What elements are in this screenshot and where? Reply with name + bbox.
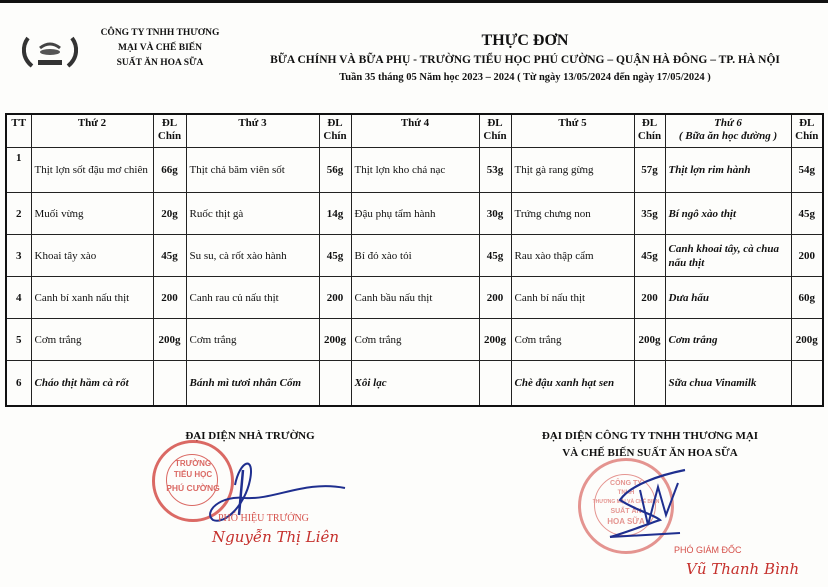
school-stamp-line-2: TIỂU HỌC [173, 470, 213, 479]
company-signature-title-line-2: VÀ CHẾ BIẾN SUẤT ĂN HOA SỮA [562, 447, 738, 459]
row-number: 1 [6, 148, 31, 193]
company-signer-name: Vũ Thanh Bình [686, 560, 800, 578]
qty-cell: 35g [634, 193, 665, 235]
qty-cell [153, 361, 186, 407]
dish-cell: Cơm trắng [186, 319, 319, 361]
dish-cell: Cơm trắng [351, 319, 479, 361]
qty-cell: 45g [319, 235, 351, 277]
qty-cell: 14g [319, 193, 351, 235]
school-signer-name: Nguyễn Thị Liên [212, 528, 340, 546]
dish-cell: Ruốc thịt gà [186, 193, 319, 235]
table-row [6, 148, 823, 193]
qty-cell: 200g [319, 319, 351, 361]
qty-cell: 200g [791, 319, 823, 361]
page-title: THỰC ĐƠN [481, 32, 569, 49]
qty-cell: 53g [479, 148, 511, 193]
laurel-wreath-logo-icon [20, 30, 80, 70]
dish-cell: Cơm trắng [665, 319, 791, 361]
qty-cell: 66g [153, 148, 186, 193]
dish-cell: Canh khoai tây, cà chua nấu thịt [665, 235, 791, 277]
company-signature-title-line-1: ĐẠI DIỆN CÔNG TY TNHH THƯƠNG MẠI [541, 430, 759, 442]
dish-cell: Khoai tây xào [31, 235, 153, 277]
dish-cell: Thịt lợn kho chả nạc [351, 148, 479, 193]
row-number: 3 [6, 235, 31, 277]
dish-cell: Thịt lợn rim hành [665, 148, 791, 193]
company-stamp-line-3: THƯƠNG MẠI VÀ CHẾ BIẾN [592, 499, 660, 505]
company-stamp-line-1: CÔNG TY [610, 480, 642, 487]
table-row [6, 235, 823, 277]
dish-cell: Canh bầu nấu thịt [351, 277, 479, 319]
qty-cell: 200 [479, 277, 511, 319]
qty-cell [319, 361, 351, 407]
school-stamp-line-3: PHÚ CƯỜNG [166, 483, 220, 493]
dish-cell: Sữa chua Vinamilk [665, 361, 791, 407]
table-row [6, 277, 823, 319]
header-dl-chin: ĐL Chín [791, 114, 823, 148]
dish-cell: Đậu phụ tẩm hành [351, 193, 479, 235]
company-name-line-1: CÔNG TY TNHH THƯƠNG [100, 28, 220, 38]
dish-cell: Thịt chả băm viên sốt [186, 148, 319, 193]
company-header [100, 26, 220, 71]
dish-cell: Bí đỏ xào tỏi [351, 235, 479, 277]
dish-cell: Rau xào thập cẩm [511, 235, 634, 277]
row-number: 4 [6, 277, 31, 319]
company-stamp-line-5: HOA SỮA [607, 517, 645, 526]
dish-cell: Cơm trắng [31, 319, 153, 361]
school-signature-icon [195, 450, 355, 540]
company-name-line-3: SUẤT ĂN HOA SỮA [116, 58, 204, 68]
page-subtitle: BỮA CHÍNH VÀ BỮA PHỤ - TRƯỜNG TIỂU HỌC PHÚ CƯỜNG – QUẬN HÀ ĐÔNG – TP. HÀ NỘI [270, 54, 780, 66]
qty-cell: 200 [319, 277, 351, 319]
header-tt: TT [6, 114, 31, 148]
header-dl-chin: ĐL Chín [153, 114, 186, 148]
company-stamp-line-2: TNHH [617, 490, 635, 496]
header-thu-6: Thứ 6 ( Bữa ăn học đường ) [665, 114, 791, 148]
row-number: 6 [6, 361, 31, 407]
dish-cell: Cháo thịt hầm cà rốt [31, 361, 153, 407]
qty-cell: 45g [153, 235, 186, 277]
qty-cell: 45g [479, 235, 511, 277]
dish-cell: Canh bí xanh nấu thịt [31, 277, 153, 319]
dish-cell: Chè đậu xanh hạt sen [511, 361, 634, 407]
qty-cell: 200g [479, 319, 511, 361]
school-stamp-line-1: TRƯỜNG [174, 459, 212, 468]
qty-cell [479, 361, 511, 407]
dish-cell: Canh bí nấu thịt [511, 277, 634, 319]
row-number: 5 [6, 319, 31, 361]
header-dl-chin: ĐL Chín [479, 114, 511, 148]
qty-cell: 45g [791, 193, 823, 235]
header-thu-5: Thứ 5 [511, 114, 634, 148]
company-signature-block [510, 428, 790, 462]
dish-cell: Thịt gà rang gừng [511, 148, 634, 193]
table-row [6, 361, 823, 407]
dish-cell: Bí ngô xào thịt [665, 193, 791, 235]
header-dl-chin: ĐL Chín [319, 114, 351, 148]
top-border [0, 0, 828, 3]
qty-cell: 200 [791, 235, 823, 277]
qty-cell: 200g [153, 319, 186, 361]
qty-cell: 200g [634, 319, 665, 361]
school-signature-title: ĐẠI DIỆN NHÀ TRƯỜNG [185, 430, 315, 442]
week-info: Tuần 35 tháng 05 Năm học 2023 – 2024 ( Từ ngày 13/05/2024 đến ngày 17/05/2024 ) [339, 72, 711, 83]
qty-cell: 20g [153, 193, 186, 235]
qty-cell: 200 [634, 277, 665, 319]
qty-cell: 54g [791, 148, 823, 193]
dish-cell: Trứng chưng non [511, 193, 634, 235]
dish-cell: Xôi lạc [351, 361, 479, 407]
company-signer-role: PHÓ GIÁM ĐỐC [674, 545, 742, 555]
company-name-line-2: MẠI VÀ CHẾ BIẾN [117, 43, 202, 53]
dish-cell: Muối vừng [31, 193, 153, 235]
qty-cell: 45g [634, 235, 665, 277]
qty-cell: 200 [153, 277, 186, 319]
table-row [6, 193, 823, 235]
qty-cell: 57g [634, 148, 665, 193]
company-stamp-line-4: SUẤT ĂN [610, 508, 642, 515]
title-block [230, 30, 820, 86]
school-signer-role: PHÓ HIỆU TRƯỞNG [218, 513, 309, 524]
dish-cell: Bánh mì tươi nhân Cốm [186, 361, 319, 407]
qty-cell: 56g [319, 148, 351, 193]
menu-table [5, 113, 824, 407]
company-signature-icon [600, 465, 710, 545]
header-thu-3: Thứ 3 [186, 114, 319, 148]
table-row [6, 319, 823, 361]
dish-cell: Cơm trắng [511, 319, 634, 361]
dish-cell: Thịt lợn sốt đậu mơ chiên [31, 148, 153, 193]
qty-cell [791, 361, 823, 407]
header-thu-2: Thứ 2 [31, 114, 153, 148]
dish-cell: Canh rau củ nấu thịt [186, 277, 319, 319]
header-dl-chin: ĐL Chín [634, 114, 665, 148]
row-number: 2 [6, 193, 31, 235]
qty-cell: 60g [791, 277, 823, 319]
header-thu-4: Thứ 4 [351, 114, 479, 148]
dish-cell: Dưa hấu [665, 277, 791, 319]
qty-cell [634, 361, 665, 407]
qty-cell: 30g [479, 193, 511, 235]
table-header-row [6, 114, 823, 148]
dish-cell: Su su, cà rốt xào hành [186, 235, 319, 277]
